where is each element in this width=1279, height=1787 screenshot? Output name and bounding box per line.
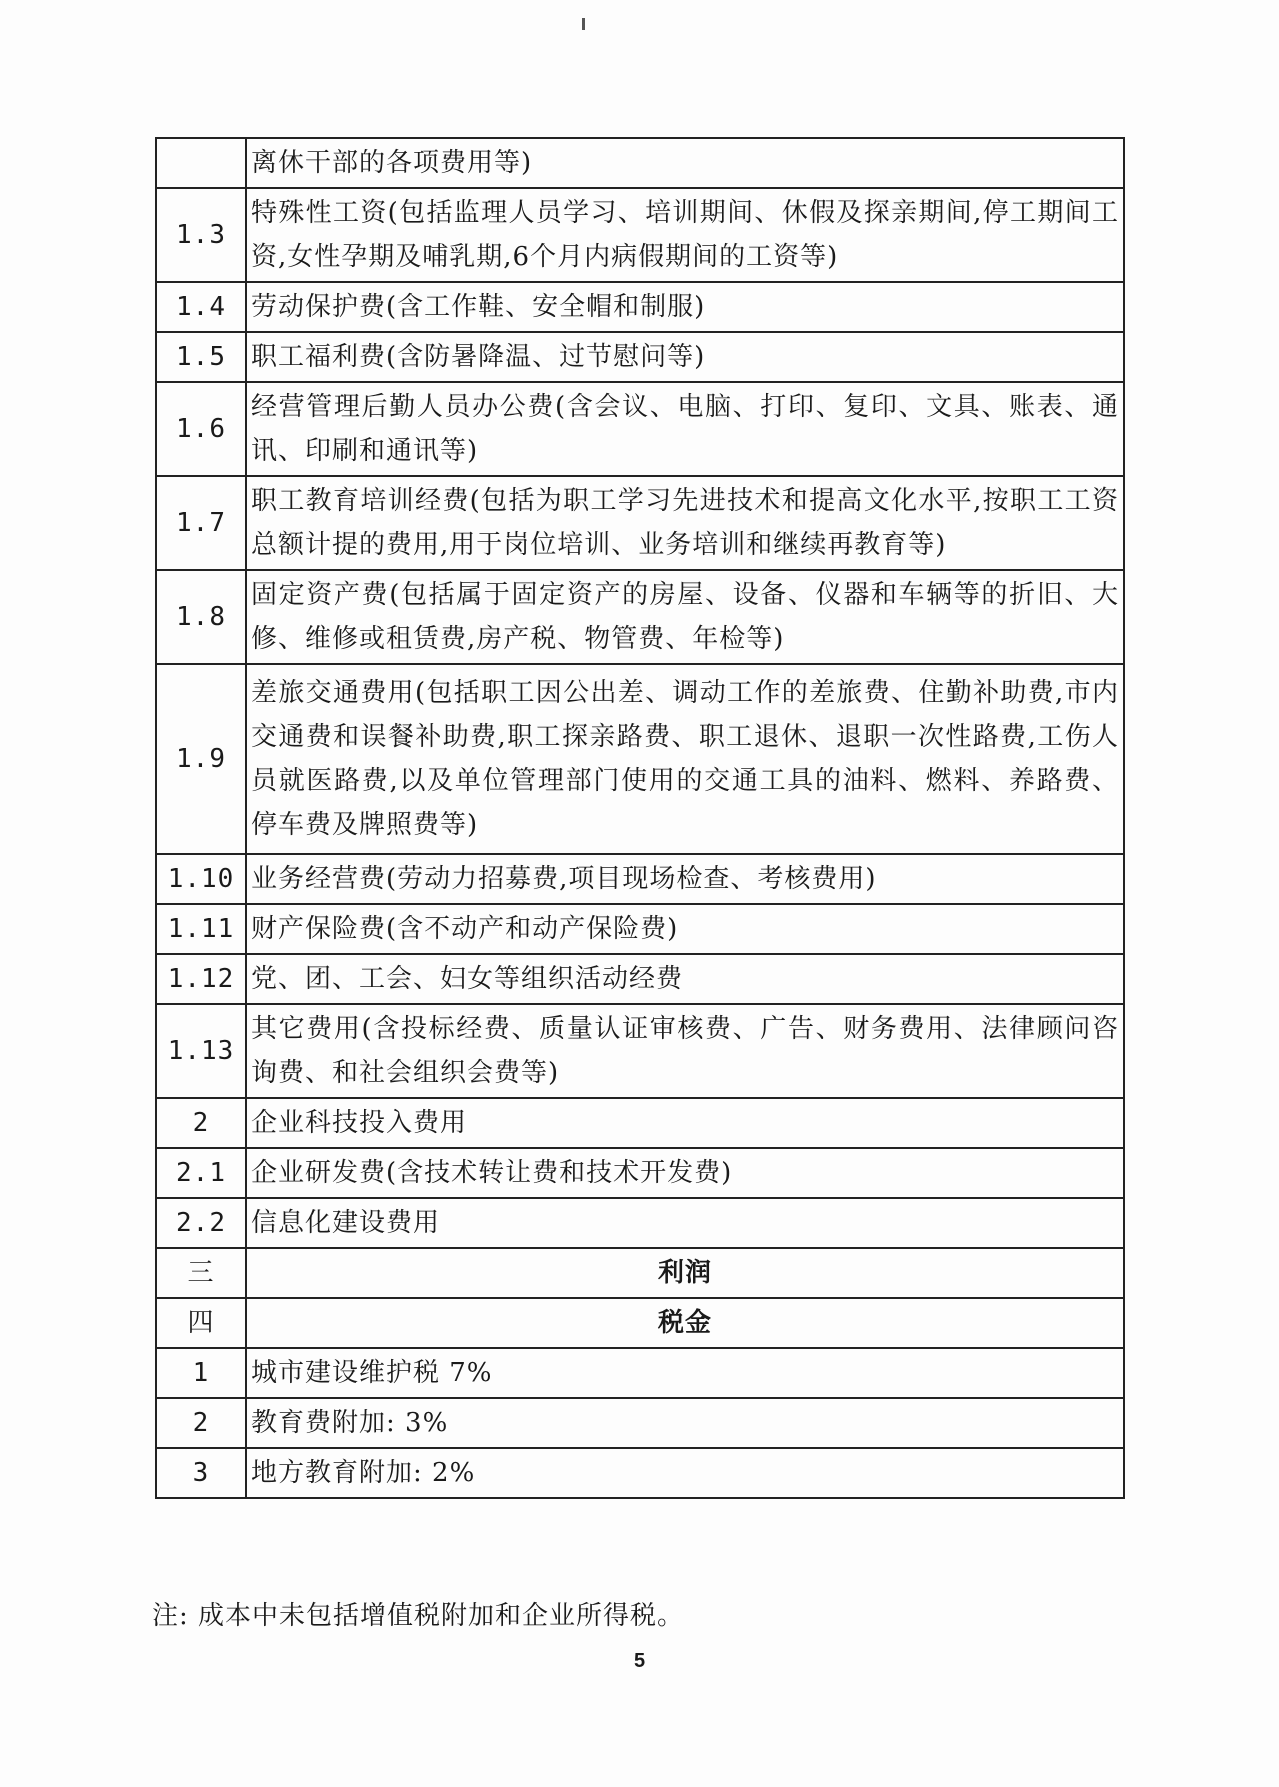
table-row xyxy=(156,382,1124,476)
table-row xyxy=(156,282,1124,332)
row-number: 2.2 xyxy=(156,1198,246,1248)
row-description: 劳动保护费(含工作鞋、安全帽和制服) xyxy=(246,282,1124,332)
scan-artifact-mark xyxy=(582,18,585,30)
row-number: 1 xyxy=(156,1348,246,1398)
row-number: 2 xyxy=(156,1398,246,1448)
row-number: 3 xyxy=(156,1448,246,1498)
table-row xyxy=(156,1198,1124,1248)
table-row xyxy=(156,138,1124,188)
row-description: 离休干部的各项费用等) xyxy=(246,138,1124,188)
row-description: 城市建设维护税 7% xyxy=(246,1348,1124,1398)
row-description: 企业研发费(含技术转让费和技术开发费) xyxy=(246,1148,1124,1198)
row-number: 1.3 xyxy=(156,188,246,282)
row-number: 2 xyxy=(156,1098,246,1148)
table-row xyxy=(156,1098,1124,1148)
table-row xyxy=(156,476,1124,570)
table-row xyxy=(156,954,1124,1004)
row-number: 1.6 xyxy=(156,382,246,476)
cost-breakdown-table xyxy=(155,137,1125,1499)
table-row xyxy=(156,1004,1124,1098)
table-row xyxy=(156,854,1124,904)
table-row xyxy=(156,1348,1124,1398)
section-number: 四 xyxy=(156,1298,246,1348)
table-row xyxy=(156,904,1124,954)
table-row xyxy=(156,664,1124,854)
row-number: 1.10 xyxy=(156,854,246,904)
row-number: 2.1 xyxy=(156,1148,246,1198)
row-description: 特殊性工资(包括监理人员学习、培训期间、休假及探亲期间,停工期间工资,女性孕期及哺乳期,6个月内病假期间的工资等) xyxy=(246,188,1124,282)
row-number: 1.5 xyxy=(156,332,246,382)
row-number: 1.9 xyxy=(156,664,246,854)
row-description: 业务经营费(劳动力招募费,项目现场检查、考核费用) xyxy=(246,854,1124,904)
row-description: 财产保险费(含不动产和动产保险费) xyxy=(246,904,1124,954)
row-number: 1.4 xyxy=(156,282,246,332)
row-number: 1.13 xyxy=(156,1004,246,1098)
row-description: 其它费用(含投标经费、质量认证审核费、广告、财务费用、法律顾问咨询费、和社会组织会费等) xyxy=(246,1004,1124,1098)
row-description: 教育费附加: 3% xyxy=(246,1398,1124,1448)
table-section-row xyxy=(156,1298,1124,1348)
table-row xyxy=(156,1398,1124,1448)
table-row xyxy=(156,1448,1124,1498)
row-description: 党、团、工会、妇女等组织活动经费 xyxy=(246,954,1124,1004)
table-row xyxy=(156,1148,1124,1198)
row-number: 1.11 xyxy=(156,904,246,954)
section-number: 三 xyxy=(156,1248,246,1298)
table-section-row xyxy=(156,1248,1124,1298)
row-description: 地方教育附加: 2% xyxy=(246,1448,1124,1498)
row-description: 职工教育培训经费(包括为职工学习先进技术和提高文化水平,按职工工资总额计提的费用,用于岗位培训、业务培训和继续再教育等) xyxy=(246,476,1124,570)
table-row xyxy=(156,570,1124,664)
row-description: 信息化建设费用 xyxy=(246,1198,1124,1248)
row-number: 1.12 xyxy=(156,954,246,1004)
section-title: 利润 xyxy=(246,1248,1124,1298)
section-title: 税金 xyxy=(246,1298,1124,1348)
row-description: 经营管理后勤人员办公费(含会议、电脑、打印、复印、文具、账表、通讯、印刷和通讯等) xyxy=(246,382,1124,476)
row-number xyxy=(156,138,246,188)
row-description: 固定资产费(包括属于固定资产的房屋、设备、仪器和车辆等的折旧、大修、维修或租赁费,房产税、物管费、年检等) xyxy=(246,570,1124,664)
page-number: 5 xyxy=(633,1650,646,1672)
table-row xyxy=(156,188,1124,282)
row-description: 职工福利费(含防暑降温、过节慰问等) xyxy=(246,332,1124,382)
table-row xyxy=(156,332,1124,382)
row-description: 差旅交通费用(包括职工因公出差、调动工作的差旅费、住勤补助费,市内交通费和误餐补助费,职工探亲路费、职工退休、退职一次性路费,工伤人员就医路费,以及单位管理部门使用的交通工具的油料、燃料、养路费、停车费及牌照费等) xyxy=(246,664,1124,854)
row-description: 企业科技投入费用 xyxy=(246,1098,1124,1148)
row-number: 1.7 xyxy=(156,476,246,570)
row-number: 1.8 xyxy=(156,570,246,664)
footnote: 注: 成本中未包括增值税附加和企业所得税。 xyxy=(152,1601,685,1631)
